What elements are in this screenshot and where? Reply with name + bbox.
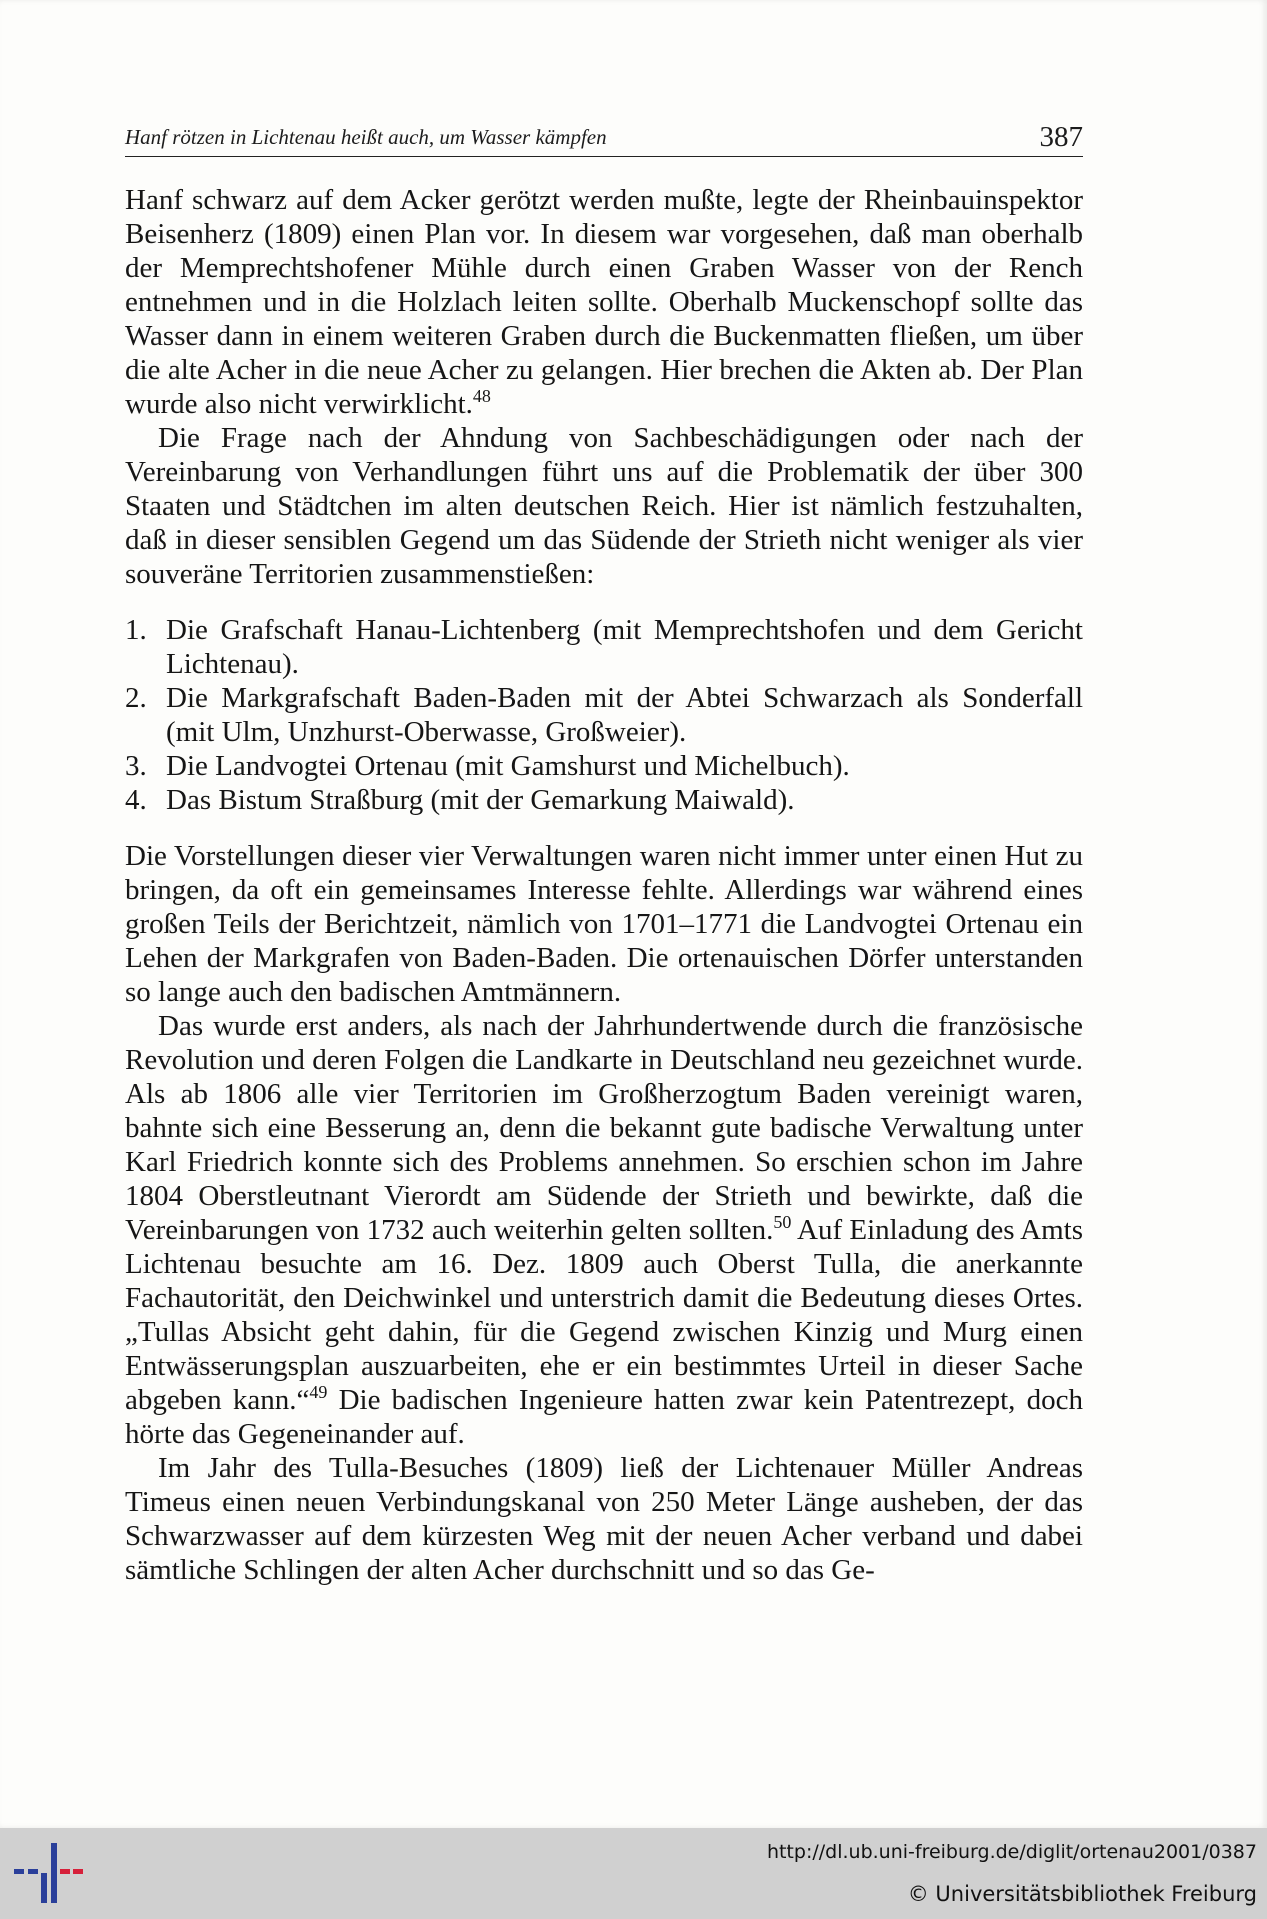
page-number: 387: [1039, 121, 1083, 153]
list-item: [125, 681, 1083, 749]
paragraph-4-text-a: Das wurde erst anders, als nach der Jahrhundertwende durch die französische Revolution und deren Folgen die Landkarte in Deutschland neu gezeichnet wurde. Als ab 1806 alle vier Territorien im Großherzogtum Baden vereinigt waren, bahnte sich eine Besserung an, denn die bekannt gute badische Verwaltung unter Karl Friedrich konnte sich des Problems annehmen. So erschien schon im Jahre 1804 Oberstleutnant Vierordt am Südende der Strieth und bewirkte, daß die Vereinbarungen von 1732 auch weiterhin gelten sollten.: [125, 1010, 1083, 1246]
body-text: [125, 183, 1083, 1587]
list-item: [125, 749, 1083, 783]
list-item-text: Die Markgrafschaft Baden-Baden mit der Abtei Schwarzach als Sonderfall (mit Ulm, Unzhurst-Oberwasse, Großweier).: [166, 682, 1083, 748]
territories-list: [125, 613, 1083, 817]
ub-freiburg-logo-icon: [14, 1843, 84, 1903]
list-item: [125, 783, 1083, 817]
running-title: Hanf rötzen in Lichtenau heißt auch, um Wasser kämpfen: [125, 125, 607, 149]
paragraph-4: [125, 1009, 1083, 1451]
list-number: 3.: [125, 750, 147, 782]
paragraph-5: Im Jahr des Tulla-Besuches (1809) ließ der Lichtenauer Müller Andreas Timeus einen neuen Verbindungskanal von 250 Meter Länge ausheben, der das Schwarzwasser auf dem kürzesten Weg mit der neuen Acher verband und dabei sämtliche Schlingen der alten Acher durchschnitt und so das Ge-: [125, 1452, 1083, 1586]
paragraph-1: [125, 183, 1083, 421]
footnote-ref-49: 49: [309, 1382, 328, 1402]
page-header: [125, 118, 1083, 157]
copyright-notice: © Universitätsbibliothek Freiburg: [907, 1882, 1257, 1906]
paragraph-2: Die Frage nach der Ahndung von Sachbeschädigungen oder nach der Vereinbarung von Verhandlungen führt uns auf die Problematik der über 300 Staaten und Städtchen im alten deutschen Reich. Hier ist nämlich festzuhalten, daß in dieser sensiblen Gegend um das Südende der Strieth nicht weniger als vier souveräne Territorien zusammenstießen:: [125, 422, 1083, 590]
list-item-text: Die Landvogtei Ortenau (mit Gamshurst und Michelbuch).: [166, 750, 850, 782]
list-item: [125, 613, 1083, 681]
list-number: 2.: [125, 682, 147, 714]
source-url[interactable]: http://dl.ub.uni-freiburg.de/diglit/ortenau2001/0387: [766, 1841, 1257, 1863]
list-item-text: Die Grafschaft Hanau-Lichtenberg (mit Memprechtshofen und dem Gericht Lichtenau).: [166, 614, 1083, 680]
footnote-ref-50: 50: [773, 1212, 792, 1232]
paragraph-1-text: Hanf schwarz auf dem Acker gerötzt werden mußte, legte der Rheinbauinspektor Beisenherz (1809) einen Plan vor. In diesem war vorgesehen, daß man oberhalb der Memprechtshofener Mühle durch einen Graben Wasser von der Rench entnehmen und in die Holzlach leiten sollte. Oberhalb Muckenschopf sollte das Wasser dann in einem weiteren Graben durch die Buckenmatten fließen, um über die alte Acher in die neue Acher zu gelangen. Hier brechen die Akten ab. Der Plan wurde also nicht verwirklicht.: [125, 184, 1083, 420]
paragraph-4-text-b: Auf Einladung des Amts Lichtenau besuchte am 16. Dez. 1809 auch Oberst Tulla, die anerkannte Fachautorität, den Deichwinkel und unterstrich damit die Bedeutung dieses Ortes. „Tullas Absicht geht dahin, für die Gegend zwischen Kinzig und Murg einen Entwässerungsplan auszuarbeiten, ehe er ein bestimmtes Urteil in dieser Sache abgeben kann.“: [125, 1214, 1084, 1416]
footnote-ref-48: 48: [472, 386, 491, 406]
list-item-text: Das Bistum Straßburg (mit der Gemarkung Maiwald).: [166, 784, 795, 816]
paragraph-4-text-c: Die badischen Ingenieure hatten zwar kein Patentrezept, doch hörte das Gegeneinander auf.: [125, 1384, 1084, 1450]
list-number: 1.: [125, 614, 147, 646]
paragraph-3: Die Vorstellungen dieser vier Verwaltungen waren nicht immer unter einen Hut zu bringen, da oft ein gemeinsames Interesse fehlte. Allerdings war während eines großen Teils der Berichtzeit, nämlich von 1701–1771 die Landvogtei Ortenau ein Lehen der Markgrafen von Baden-Baden. Die ortenauischen Dörfer unterstanden so lange auch den badischen Amtmännern.: [125, 840, 1083, 1008]
list-number: 4.: [125, 784, 147, 816]
